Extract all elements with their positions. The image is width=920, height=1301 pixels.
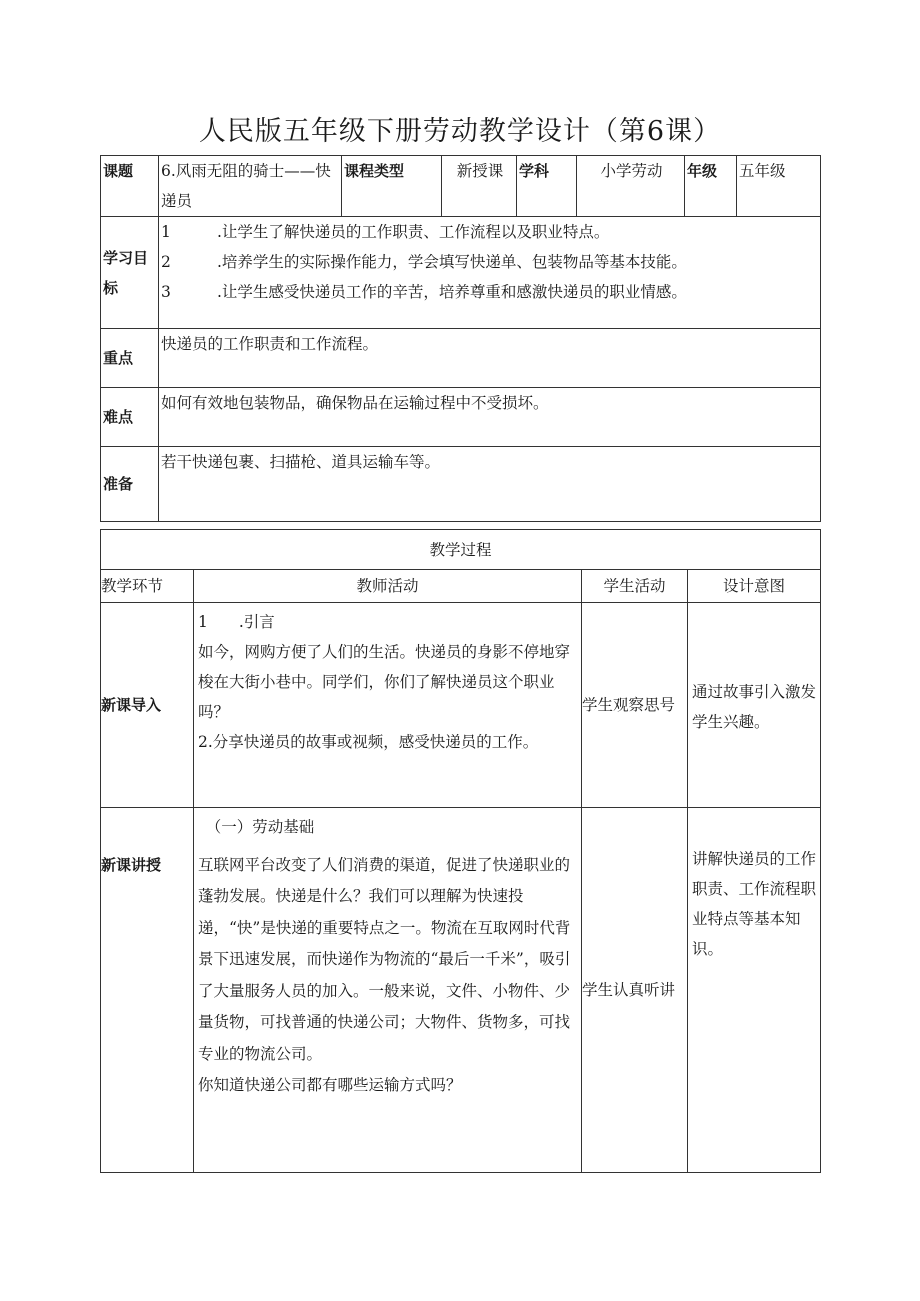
subject-label: 学科 xyxy=(517,156,577,217)
teacher-activity-cell xyxy=(194,603,582,808)
topic-value: 6.风雨无阻的骑士——快递员 xyxy=(159,156,342,217)
teacher-paragraph: （一）劳动基础 xyxy=(198,818,315,836)
table-row xyxy=(101,603,821,808)
objective-text: .培养学生的实际操作能力，学会填写快递单、包装物品等基本技能。 xyxy=(217,253,687,271)
key-point-value: 快递员的工作职责和工作流程。 xyxy=(159,329,821,388)
lesson-info-table xyxy=(100,155,821,522)
teacher-paragraph: 如今，网购方便了人们的生活。快递员的身影不停地穿梭在大街小巷中。同学们，你们了解快递员这个职业吗？ xyxy=(198,643,571,721)
teacher-paragraph: 互联网平台改变了人们消费的渠道，促进了快递职业的蓬勃发展。快递是什么？我们可以理解为快速投递，“快”是快递的重要特点之一。物流在互取网时代背景下迅速发展，而快递作为物流的“最后一千米”，吸引了大量服务人员的加入。一般来说，文件、小物件、少量货物，可找普通的快递公司；大物件、货物多，可找专业的物流公司。 xyxy=(198,855,571,1063)
page-title: 人民版五年级下册劳动教学设计（第6课） xyxy=(198,116,722,147)
column-header-student: 学生活动 xyxy=(582,570,688,603)
objective-number: 2 xyxy=(161,253,171,271)
design-intent-cell: 讲解快递员的工作职责、工作流程职业特点等基本知识。 xyxy=(688,808,821,1173)
preparation-value: 若干快递包裹、扫描枪、道具运输车等。 xyxy=(159,447,821,522)
objectives-list xyxy=(159,217,821,329)
objective-text: .让学生感受快递员工作的辛苦，培养尊重和感激快递员的职业情感。 xyxy=(217,283,687,301)
teacher-paragraph: 1 .引言 xyxy=(198,613,275,631)
stage-cell: 新课讲授 xyxy=(101,808,194,1173)
course-type-value: 新授课 xyxy=(442,156,517,217)
teacher-paragraph: 2.分享快递员的故事或视频，感受快递员的工作。 xyxy=(198,733,539,751)
key-point-label: 重点 xyxy=(101,329,159,388)
design-intent-cell: 通过故事引入激发学生兴趣。 xyxy=(688,603,821,808)
objective-number: 1 xyxy=(161,223,171,241)
column-header-stage: 教学环节 xyxy=(101,570,194,603)
subject-value: 小学劳动 xyxy=(577,156,685,217)
grade-value: 五年级 xyxy=(737,156,821,217)
preparation-label: 准备 xyxy=(101,447,159,522)
process-heading: 教学过程 xyxy=(101,530,821,570)
grade-label: 年级 xyxy=(685,156,737,217)
teaching-process-table xyxy=(100,529,821,1173)
difficulty-value: 如何有效地包装物品，确保物品在运输过程中不受损坏。 xyxy=(159,388,821,447)
student-activity-cell: 学生观察思号 xyxy=(582,603,688,808)
stage-cell: 新课导入 xyxy=(101,603,194,808)
objective-item xyxy=(161,247,820,277)
topic-label: 课题 xyxy=(101,156,159,217)
teacher-activity-cell xyxy=(194,808,582,1173)
table-row xyxy=(101,808,821,1173)
objective-item xyxy=(161,217,820,247)
objective-text: .让学生了解快递员的工作职责、工作流程以及职业特点。 xyxy=(217,223,610,241)
difficulty-label: 难点 xyxy=(101,388,159,447)
objectives-label: 学习目标 xyxy=(101,217,159,329)
column-header-teacher: 教师活动 xyxy=(194,570,582,603)
objective-number: 3 xyxy=(161,283,171,301)
teacher-paragraph: 你知道快递公司都有哪些运输方式吗？ xyxy=(198,1076,462,1094)
objective-item xyxy=(161,277,820,307)
course-type-label: 课程类型 xyxy=(342,156,442,217)
column-header-intent: 设计意图 xyxy=(688,570,821,603)
student-activity-cell: 学生认真听讲 xyxy=(582,808,688,1173)
